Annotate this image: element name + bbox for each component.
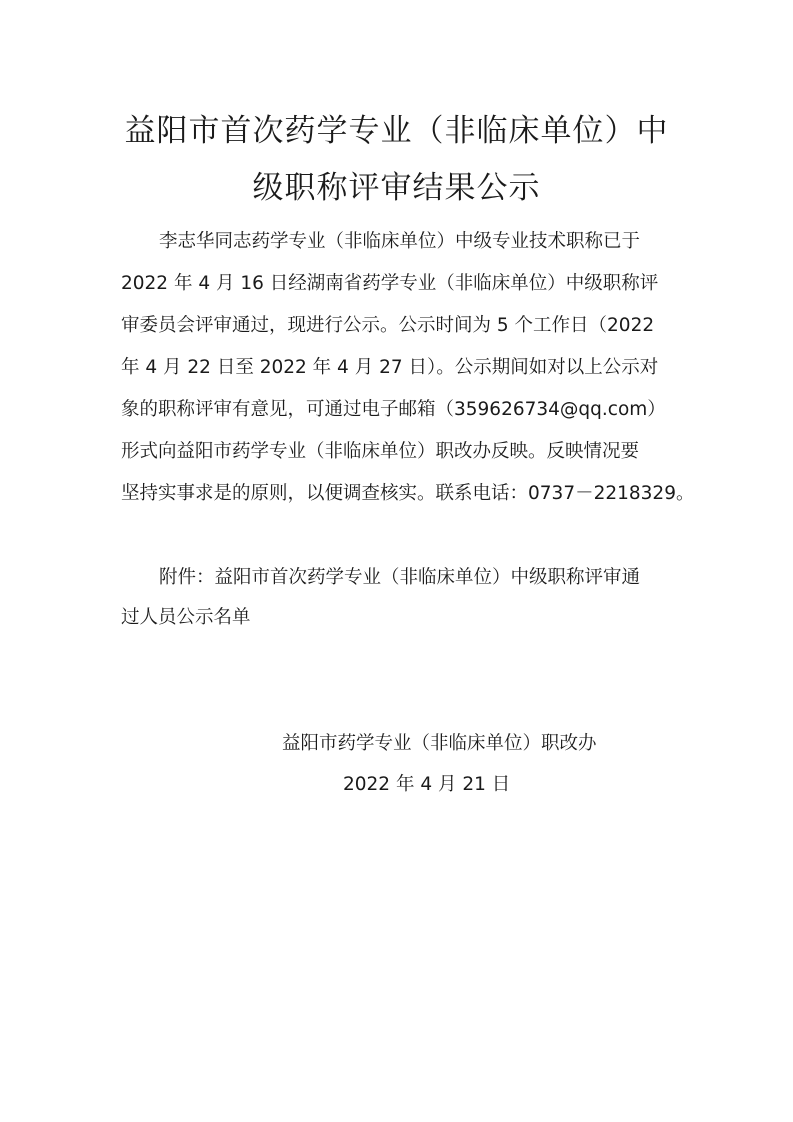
signature-organization: 益阳市药学专业（非临床单位）职改办: [282, 733, 597, 754]
attachment-line-1: 附件：益阳市首次药学专业（非临床单位）中级职称评审通: [159, 567, 641, 588]
attachment-line-2: 过人员公示名单: [121, 607, 251, 628]
body-line-4: 年 4 月 22 日至 2022 年 4 月 27 日）。公示期间如对以上公示对: [121, 357, 659, 378]
body-line-5: 象的职称评审有意见，可通过电子邮箱（359626734@qq.com）: [121, 399, 666, 420]
body-line-6: 形式向益阳市药学专业（非临床单位）职改办反映。反映情况要: [121, 441, 640, 462]
body-line-3: 审委员会评审通过，现进行公示。公示时间为 5 个工作日（2022: [121, 315, 655, 336]
body-line-1: 李志华同志药学专业（非临床单位）中级专业技术职称已于: [159, 231, 641, 252]
document-title-line-2: 级职称评审结果公示: [252, 170, 541, 206]
body-line-7: 坚持实事求是的原则，以便调查核实。联系电话：0737－2218329。: [121, 483, 695, 504]
signature-date: 2022 年 4 月 21 日: [343, 774, 511, 795]
document-title-line-1: 益阳市首次药学专业（非临床单位）中: [124, 113, 669, 149]
body-line-2: 2022 年 4 月 16 日经湖南省药学专业（非临床单位）中级职称评: [121, 273, 659, 294]
